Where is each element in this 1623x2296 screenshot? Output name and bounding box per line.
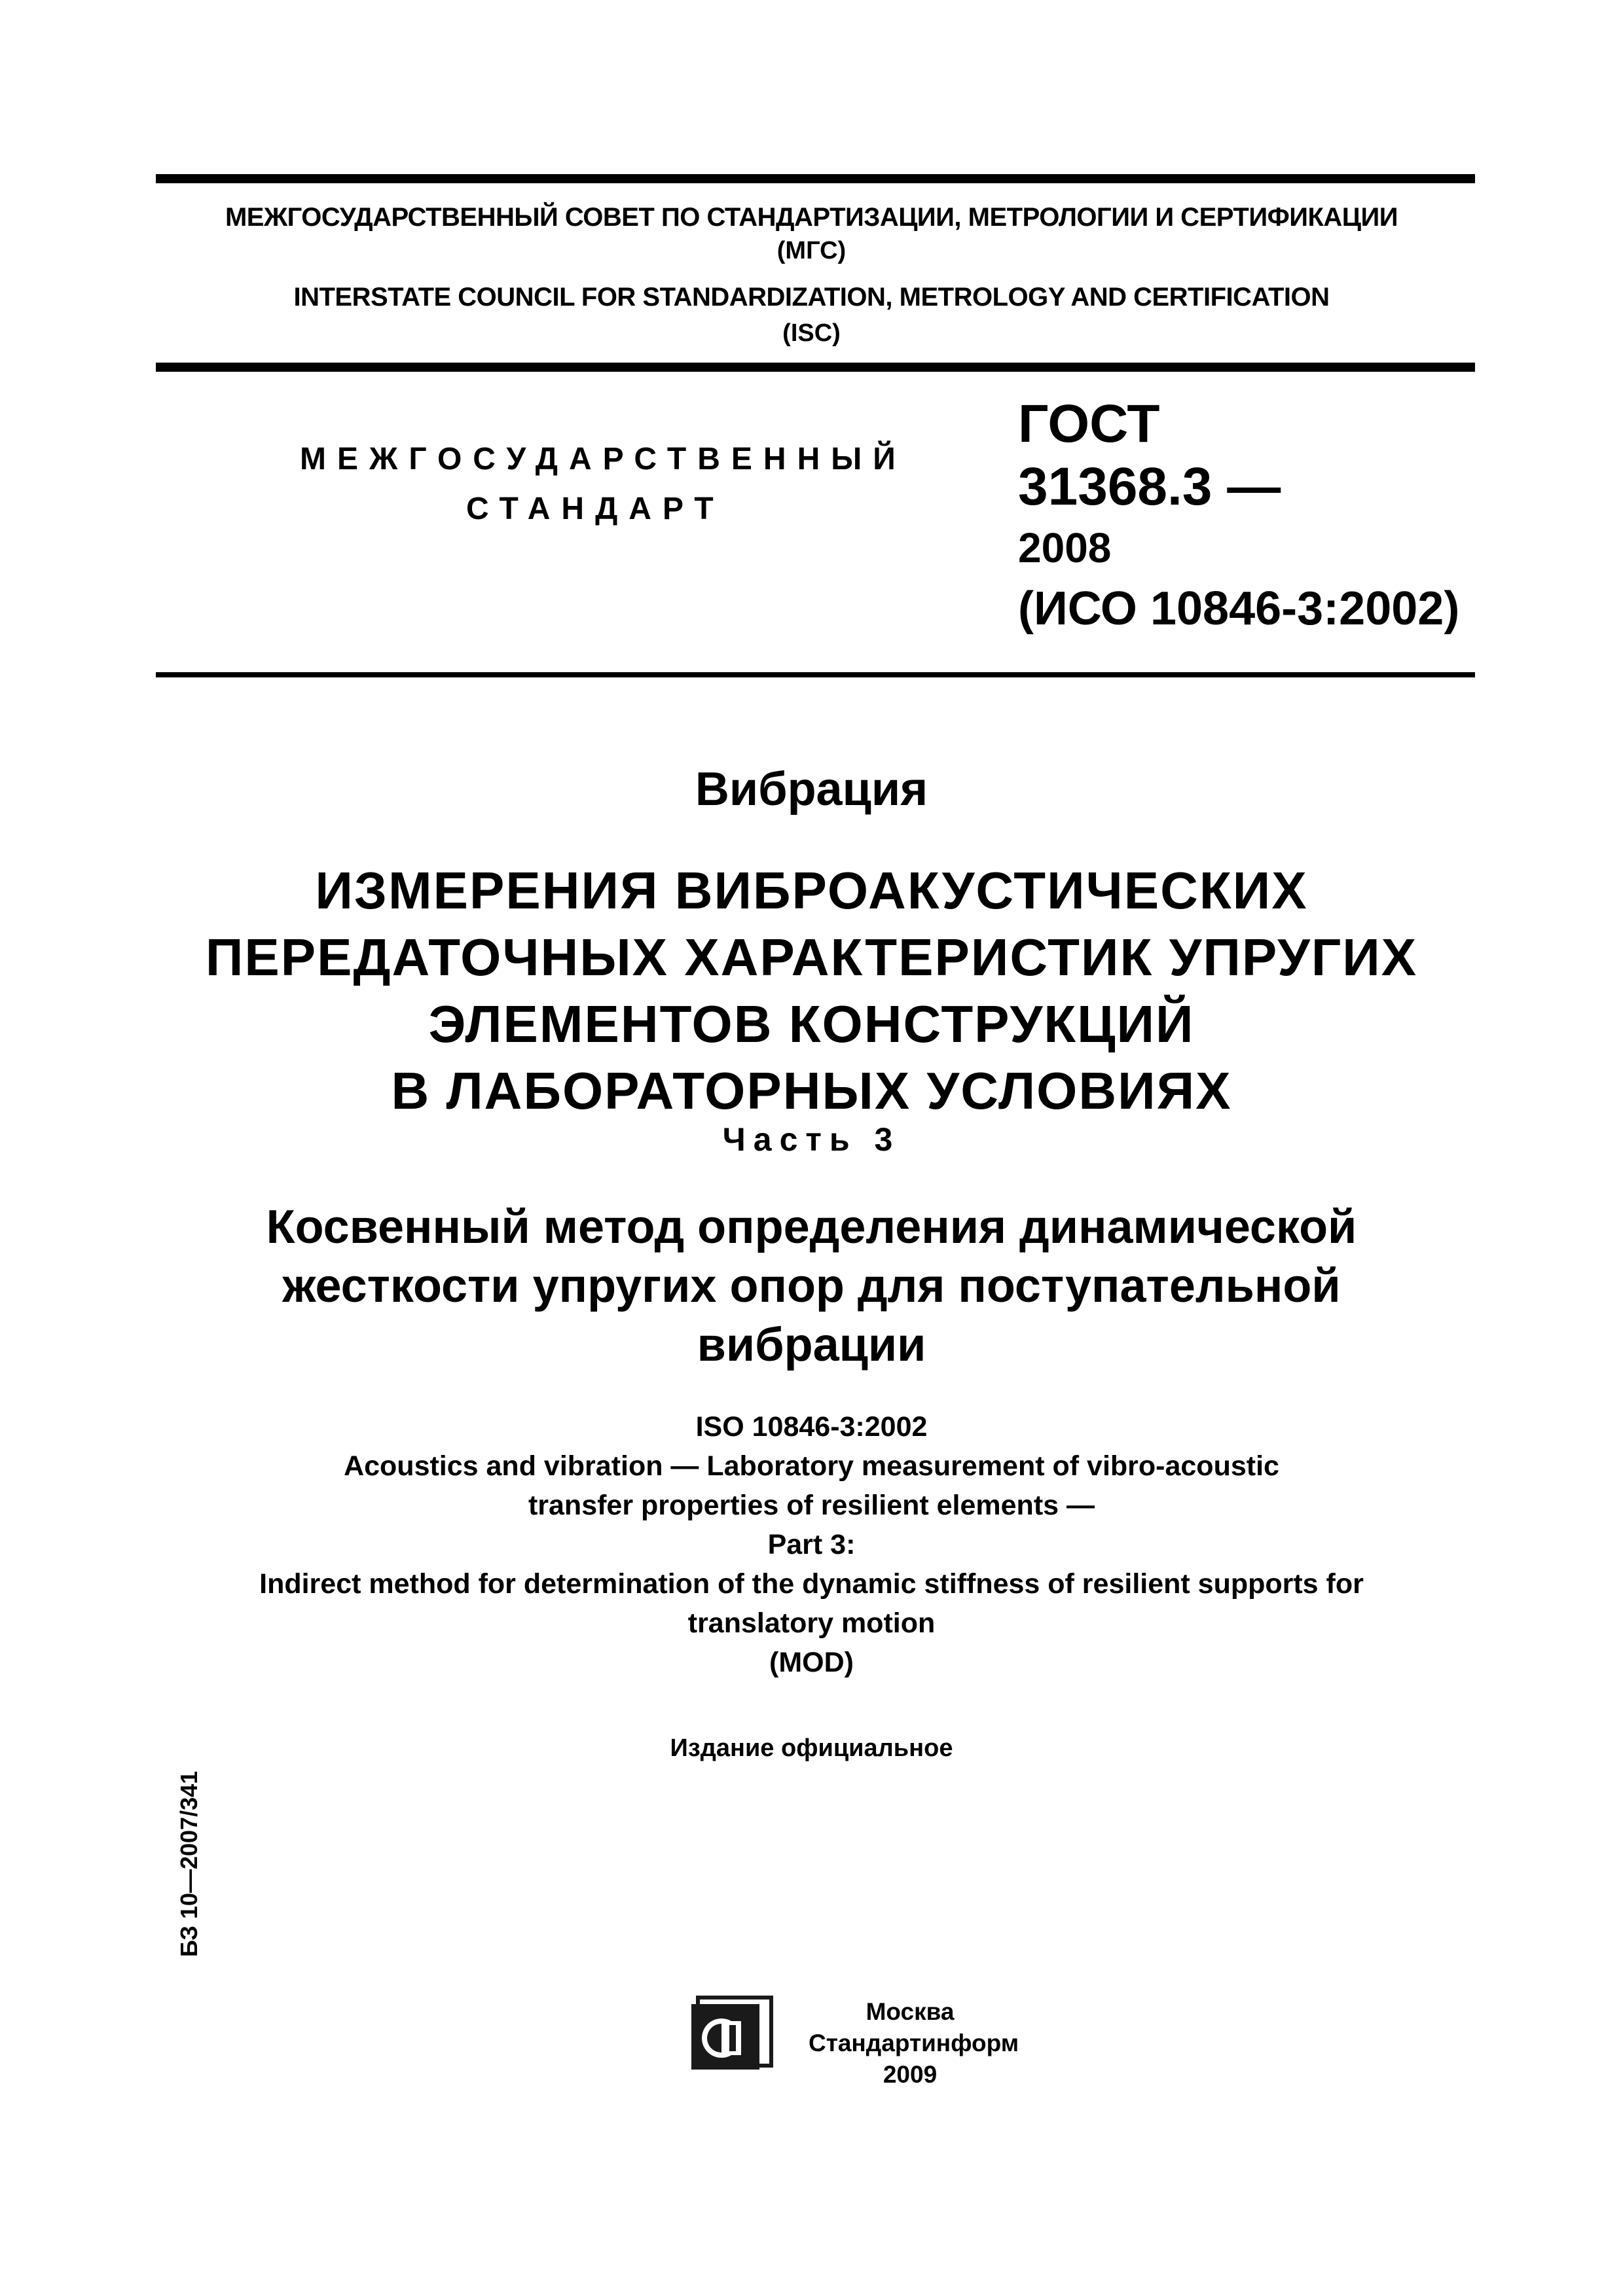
side-code: БЗ 10—2007/341 bbox=[175, 1770, 202, 1957]
iso-title-block bbox=[0, 1407, 1623, 1682]
part-label: Часть 3 bbox=[722, 1121, 901, 1158]
gost-label: ГОСТ bbox=[1018, 394, 1160, 454]
top-rule bbox=[156, 174, 1475, 183]
designation-block bbox=[1018, 393, 1459, 640]
subtitle-line: вибрации bbox=[697, 1319, 926, 1371]
iso-line: Acoustics and vibration — Laboratory measurement of vibro-acoustic bbox=[344, 1450, 1279, 1482]
council-abbr-ru: (МГС) bbox=[776, 237, 847, 264]
iso-reference: (ИСО 10846-3:2002) bbox=[1018, 583, 1460, 635]
gost-year: 2008 bbox=[1018, 524, 1112, 571]
header-rule bbox=[156, 363, 1475, 372]
publisher-block bbox=[809, 1996, 1019, 2090]
iso-line: ISO 10846-3:2002 bbox=[695, 1411, 928, 1443]
publisher-year: 2009 bbox=[883, 2061, 938, 2088]
standard-type-line2: СТАНДАРТ bbox=[466, 492, 725, 526]
subtitle-line: жесткости упругих опор для поступательной bbox=[282, 1260, 1341, 1312]
iso-line: (MOD) bbox=[769, 1647, 854, 1678]
council-abbr-en: (ISC) bbox=[782, 319, 841, 347]
council-name-ru: МЕЖГОСУДАРСТВЕННЫЙ СОВЕТ ПО СТАНДАРТИЗАЦИИ, МЕТРОЛОГИИ И СЕРТИФИКАЦИИ bbox=[225, 203, 1398, 232]
subtitle-line: Косвенный метод определения динамической bbox=[266, 1201, 1357, 1253]
council-name-en: INTERSTATE COUNCIL FOR STANDARDIZATION, METROLOGY AND CERTIFICATION bbox=[293, 283, 1330, 312]
gost-number: 31368.3 — bbox=[1018, 457, 1281, 516]
standard-type-line1: МЕЖГОСУДАРСТВЕННЫЙ bbox=[300, 442, 907, 476]
main-title-line: В ЛАБОРАТОРНЫХ УСЛОВИЯХ bbox=[391, 1062, 1232, 1120]
iso-line: Indirect method for determination of the dynamic stiffness of resilient supports for bbox=[259, 1568, 1364, 1600]
iso-line: transfer properties of resilient elements — bbox=[528, 1490, 1095, 1521]
designation-rule bbox=[156, 672, 1475, 677]
iso-line: Part 3: bbox=[767, 1529, 856, 1560]
subtitle bbox=[0, 1198, 1623, 1374]
publisher-city: Москва bbox=[866, 1998, 955, 2025]
standartinform-logo-icon bbox=[689, 1995, 774, 2079]
main-title-line: ПЕРЕДАТОЧНЫХ ХАРАКТЕРИСТИК УПРУГИХ bbox=[205, 928, 1418, 986]
topic-title: Вибрация bbox=[695, 763, 928, 816]
official-edition: Издание официальное bbox=[670, 1734, 953, 1762]
main-title bbox=[0, 857, 1623, 1124]
publisher-name: Стандартинформ bbox=[809, 2030, 1019, 2056]
iso-line: translatory motion bbox=[687, 1607, 936, 1639]
main-title-line: ИЗМЕРЕНИЯ ВИБРОАКУСТИЧЕСКИХ bbox=[315, 861, 1308, 920]
main-title-line: ЭЛЕМЕНТОВ КОНСТРУКЦИЙ bbox=[428, 995, 1195, 1053]
